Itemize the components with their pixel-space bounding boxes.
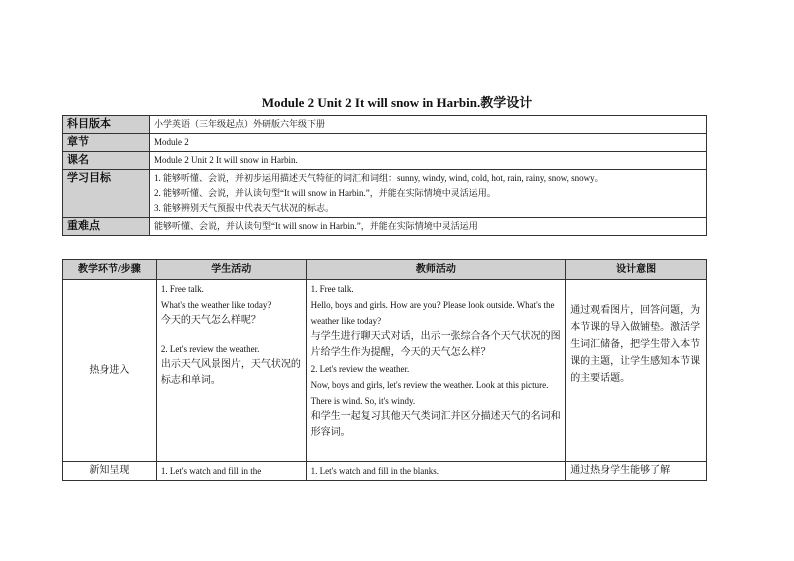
table-row	[63, 462, 707, 481]
info-label: 章节	[63, 134, 150, 152]
info-row	[63, 170, 707, 218]
activity-line: 2. Let's review the weather.	[160, 344, 260, 354]
spacer	[161, 329, 302, 341]
info-label: 学习目标	[63, 170, 150, 218]
activity-line: 1. Free talk.	[160, 284, 204, 294]
objective-line: 2. 能够听懂、会说，并认读句型“It will snow in Harbin.”，并能在实际情境中灵活运用。	[154, 188, 496, 198]
activity-line: 2. Let's review the weather.	[310, 364, 410, 374]
student-activity-cell	[156, 280, 306, 462]
objective-line: 3. 能够辨别天气预报中代表天气状况的标志。	[154, 203, 335, 213]
activity-line: What's the weather like today?	[160, 300, 272, 310]
design-intent-cell: 通过热身学生能够了解	[566, 462, 707, 481]
teacher-activity-cell	[306, 280, 566, 462]
column-header: 设计意图	[566, 260, 707, 280]
teaching-plan-table	[62, 259, 707, 481]
table-row	[63, 280, 707, 462]
column-header: 教师活动	[306, 260, 566, 280]
info-value: 能够听懂、会说，并认读句型“It will snow in Harbin.”，并能在实际情境中灵活运用	[150, 218, 707, 236]
activity-line: 出示天气风景图片，天气状况的标志和单词。	[160, 359, 301, 386]
activity-line: 今天的天气怎么样呢？	[160, 315, 261, 326]
info-value: Module 2	[150, 134, 707, 152]
student-activity-cell: 1. Let's watch and fill in the	[156, 462, 306, 481]
activity-line: 与学生进行聊天式对话，出示一张综合各个天气状况的图片给学生作为提醒，今天的天气怎么样？	[310, 331, 561, 358]
document-title: Module 2 Unit 2 It will snow in Harbin.教学设计	[261, 95, 533, 110]
teacher-activity-cell: 1. Let's watch and fill in the blanks.	[306, 462, 566, 481]
design-intent-cell: 通过观看图片，回答问题，为本节课的导入做铺垫。激活学生词汇储备，把学生带入本节课的主题，让学生感知本节课的主要话题。	[566, 280, 707, 462]
info-value: Module 2 Unit 2 It will snow in Harbin.	[150, 152, 707, 170]
info-label: 课名	[63, 152, 150, 170]
objective-line: 1. 能够听懂、会说，并初步运用描述天气特征的词汇和词组：sunny, windy, wind, cold, hot, rain, rainy, snow, snowy。	[154, 173, 604, 183]
info-label: 重难点	[63, 218, 150, 236]
activity-line: 1. Free talk.	[310, 284, 354, 294]
column-header: 学生活动	[156, 260, 306, 280]
info-label: 科目版本	[63, 116, 150, 134]
activity-line: Hello, boys and girls. How are you? Please look outside. What's the weather like today?	[310, 300, 555, 326]
info-row	[63, 152, 707, 170]
stage-cell: 热身进入	[63, 280, 157, 462]
activity-line: Now, boys and girls, let's review the weather. Look at this picture. There is wind. So, it's windy.	[310, 380, 549, 406]
learning-objectives	[150, 170, 707, 218]
header-row	[63, 260, 707, 280]
activity-line: 和学生一起复习其他天气类词汇并区分描述天气的名词和形容词。	[310, 411, 561, 438]
info-value: 小学英语（三年级起点）外研版六年级下册	[150, 116, 707, 134]
info-row	[63, 116, 707, 134]
stage-cell: 新知呈现	[63, 462, 157, 481]
info-row	[63, 218, 707, 236]
info-row	[63, 134, 707, 152]
column-header: 教学环节/步骤	[63, 260, 157, 280]
lesson-info-table	[62, 115, 707, 236]
